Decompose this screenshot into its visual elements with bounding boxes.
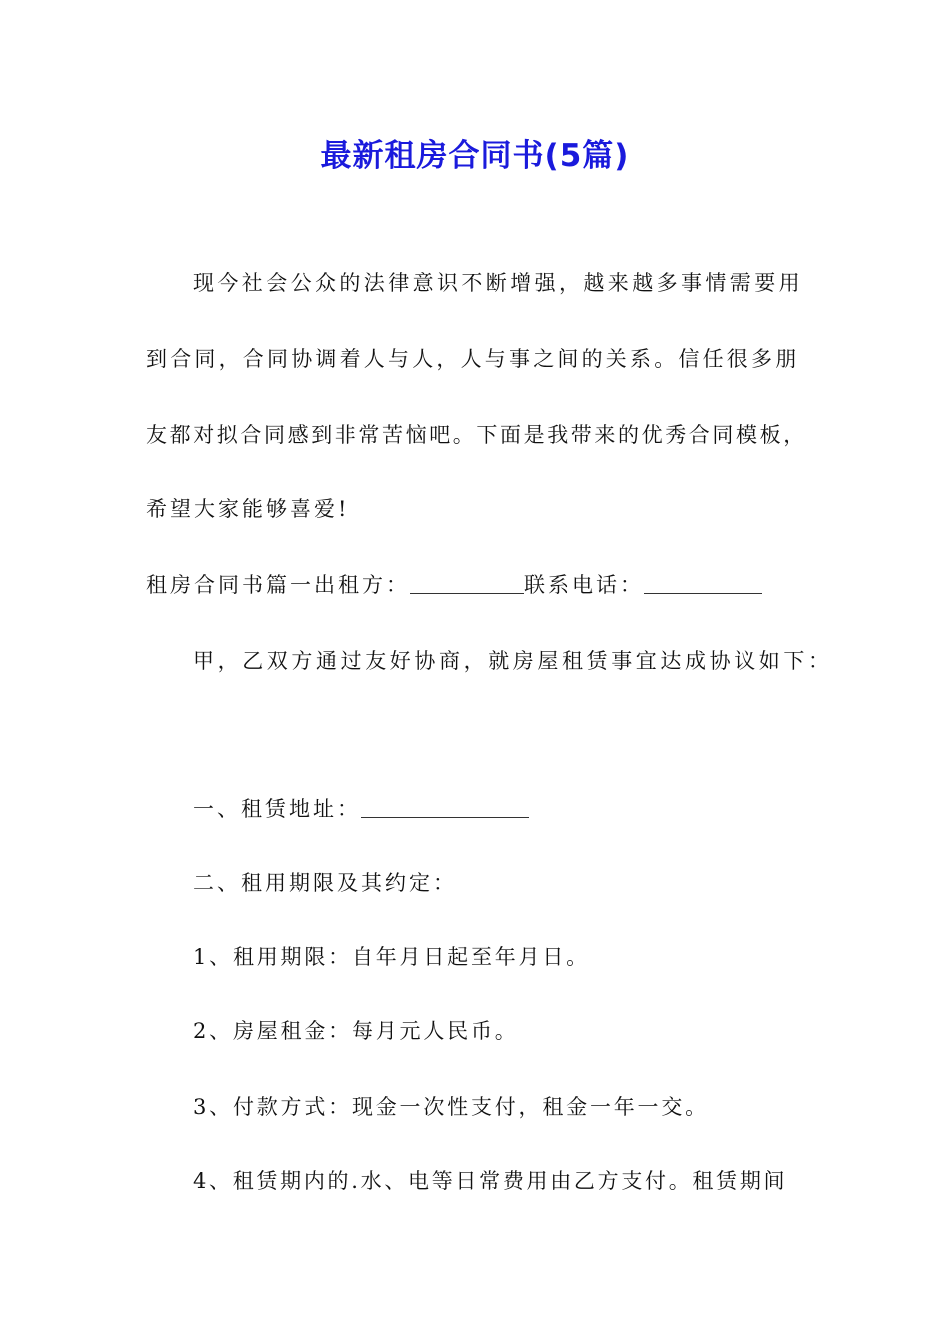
lessor-blank (410, 573, 524, 594)
phone-blank (644, 573, 762, 594)
clause-two: 二、租用期限及其约定： (193, 871, 457, 895)
sub-item-3: 3、付款方式：现金一次性支付，租金一年一交。 (193, 1095, 709, 1119)
sub-item-4: 4、租赁期内的.水、电等日常费用由乙方支付。租赁期间 (193, 1169, 788, 1193)
intro-line-4: 希望大家能够喜爱! (146, 497, 350, 521)
document-title: 最新租房合同书(5篇) (320, 138, 630, 174)
agreement-line: 甲，乙双方通过友好协商，就房屋租赁事宜达成协议如下： (193, 649, 833, 673)
section-heading-line (146, 570, 762, 600)
clause-one (193, 794, 529, 824)
address-blank (361, 797, 529, 818)
clause-one-label: 一、租赁地址： (193, 797, 361, 821)
sub-item-1: 1、租用期限：自年月日起至年月日。 (193, 945, 590, 969)
phone-label: 联系电话： (524, 573, 644, 597)
intro-line-2: 到合同，合同协调着人与人，人与事之间的关系。信任很多朋 (146, 347, 800, 371)
intro-line-3: 友都对拟合同感到非常苦恼吧。下面是我带来的优秀合同模板， (146, 423, 807, 447)
lessor-label: 租房合同书篇一出租方： (146, 573, 410, 597)
sub-item-2: 2、房屋租金：每月元人民币。 (193, 1019, 519, 1043)
intro-line-1: 现今社会公众的法律意识不断增强，越来越多事情需要用 (193, 271, 803, 295)
